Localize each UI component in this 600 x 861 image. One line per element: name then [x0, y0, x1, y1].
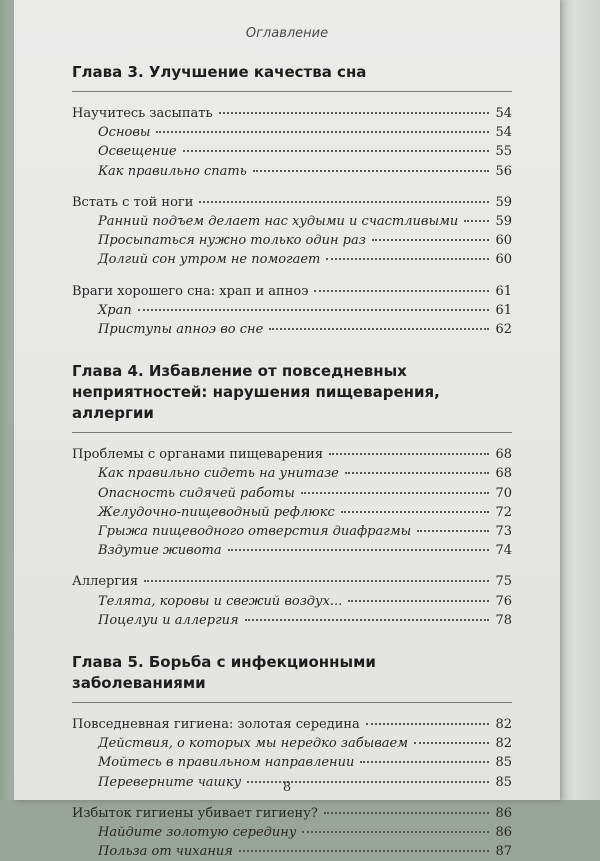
dot-leader	[372, 239, 490, 241]
chapter-heading: Глава 3. Улучшение качества сна	[72, 62, 512, 92]
dot-leader	[302, 831, 489, 833]
adjacent-page-edge	[0, 0, 14, 800]
dot-leader	[366, 723, 490, 725]
page-number: 8	[282, 780, 292, 795]
toc-entry-title: Основы	[98, 125, 151, 141]
toc-entry-page: 75	[495, 574, 512, 590]
dot-leader	[245, 619, 490, 621]
toc-subsection[interactable]	[72, 484, 512, 503]
toc-subsection[interactable]	[72, 611, 512, 630]
toc-entry-page: 85	[495, 774, 512, 790]
toc-entry-title: Переверните чашку	[98, 774, 242, 790]
toc-entry-page: 72	[495, 504, 512, 520]
toc-entry-title: Опасность сидячей работы	[98, 485, 295, 501]
toc-entry-page: 54	[495, 106, 512, 121]
toc-entry-title: Освещение	[98, 144, 177, 160]
toc-entry-page: 76	[495, 593, 512, 609]
toc-subsection[interactable]	[72, 142, 512, 161]
dot-leader	[239, 850, 490, 852]
dot-leader	[301, 492, 490, 494]
toc-entry-title: Как правильно сидеть на унитазе	[98, 466, 339, 482]
dot-leader	[341, 511, 490, 513]
toc-entry-page: 85	[495, 755, 512, 771]
toc-entry-page: 68	[495, 447, 512, 463]
toc-entry-page: 61	[495, 302, 512, 318]
toc-subsection[interactable]	[72, 162, 512, 181]
toc-entry-page: 82	[495, 736, 512, 752]
dot-leader	[348, 600, 489, 602]
toc-entry-title: Аллергия	[72, 574, 139, 590]
toc-entry-title: Желудочно-пищеводный рефлюкс	[98, 504, 335, 520]
dot-leader	[183, 150, 490, 152]
toc-entry-title: Храп	[98, 302, 132, 318]
dot-leader	[417, 530, 489, 532]
toc-entry-title: Приступы апноэ во сне	[98, 322, 264, 338]
toc-subsection[interactable]	[72, 592, 512, 611]
toc-section[interactable]	[72, 572, 512, 591]
dot-leader	[138, 309, 490, 311]
toc-subsection[interactable]	[72, 212, 512, 231]
toc-subsection[interactable]	[72, 541, 512, 560]
toc-entry-title: Ранний подъем делает нас худыми и счастливыми	[98, 214, 459, 230]
toc-entry-title: Грыжа пищеводного отверстия диафрагмы	[98, 524, 412, 540]
toc-entry-page: 60	[495, 252, 512, 268]
toc-subsection[interactable]	[72, 753, 512, 772]
toc-subsection[interactable]	[72, 231, 512, 250]
running-header: Оглавление	[245, 26, 329, 41]
toc-entry-page: 78	[495, 612, 512, 628]
toc-entry-page: 59	[495, 214, 512, 230]
dot-leader	[314, 290, 489, 292]
toc-subsection[interactable]	[72, 823, 512, 842]
toc-entry-title: Поцелуи и аллергия	[98, 612, 239, 628]
dot-leader	[345, 472, 490, 474]
dot-leader	[326, 258, 489, 260]
table-of-contents	[72, 52, 512, 861]
chapter-heading: Глава 5. Борьба с инфекционными заболеваниями	[72, 652, 512, 703]
dot-leader	[360, 761, 489, 763]
toc-entry-title: Телята, коровы и свежий воздух...	[98, 593, 343, 609]
toc-entry-title: Мойтесь в правильном направлении	[98, 755, 355, 771]
toc-entry-title: Долгий сон утром не помогает	[98, 252, 321, 268]
toc-entry-page: 59	[495, 194, 512, 210]
page-gutter-shadow	[558, 0, 600, 800]
dot-leader	[199, 201, 489, 203]
toc-entry-page: 87	[495, 844, 512, 860]
toc-subsection[interactable]	[72, 123, 512, 142]
toc-entry-page: 82	[495, 717, 512, 733]
dot-leader	[144, 580, 489, 582]
toc-entry-title: Враги хорошего сна: храп и апноэ	[72, 283, 309, 299]
toc-section[interactable]	[72, 445, 512, 464]
dot-leader	[324, 812, 490, 814]
toc-entry-title: Избыток гигиены убивает гигиену?	[72, 805, 318, 821]
toc-entry-page: 61	[495, 283, 512, 299]
toc-entry-title: Научитесь засыпать	[72, 106, 213, 121]
toc-subsection[interactable]	[72, 320, 512, 339]
toc-entry-page: 56	[495, 163, 512, 179]
toc-entry-page: 68	[495, 466, 512, 482]
toc-section[interactable]	[72, 804, 512, 823]
toc-entry-page: 54	[495, 125, 512, 141]
toc-entry-page: 86	[495, 825, 512, 841]
chapter-heading: Глава 4. Избавление от повседневных неприятностей: нарушения пищеварения, аллергии	[72, 361, 512, 433]
toc-entry-title: Как правильно спать	[98, 163, 247, 179]
toc-entry-page: 55	[495, 144, 512, 160]
toc-entry-title: Просыпаться нужно только один раз	[98, 233, 366, 249]
toc-entry-page: 73	[495, 524, 512, 540]
toc-entry-page: 86	[495, 805, 512, 821]
toc-section[interactable]	[72, 282, 512, 301]
toc-entry-page: 62	[495, 322, 512, 338]
toc-section[interactable]	[72, 193, 512, 212]
toc-subsection[interactable]	[72, 250, 512, 269]
dot-leader	[414, 742, 489, 744]
toc-entry-page: 60	[495, 233, 512, 249]
dot-leader	[219, 112, 490, 114]
dot-leader	[228, 549, 490, 551]
toc-subsection[interactable]	[72, 842, 512, 861]
toc-entry-page: 70	[495, 485, 512, 501]
dot-leader	[253, 170, 490, 172]
toc-section[interactable]	[72, 715, 512, 734]
toc-subsection[interactable]	[72, 503, 512, 522]
toc-subsection[interactable]	[72, 464, 512, 483]
toc-entry-title: Найдите золотую середину	[98, 825, 297, 841]
toc-entry-title: Польза от чихания	[98, 844, 233, 860]
toc-entry-title: Вздутие живота	[98, 543, 222, 559]
toc-section[interactable]	[72, 104, 512, 123]
toc-entry-title: Повседневная гигиена: золотая середина	[72, 717, 360, 733]
dot-leader	[269, 328, 489, 330]
toc-entry-title: Действия, о которых мы нередко забываем	[98, 736, 409, 752]
dot-leader	[464, 220, 489, 222]
toc-entry-title: Проблемы с органами пищеварения	[72, 447, 324, 463]
book-page	[14, 0, 560, 860]
dot-leader	[156, 131, 489, 133]
toc-subsection[interactable]	[72, 734, 512, 753]
toc-entry-page: 74	[495, 543, 512, 559]
toc-entry-title: Встать с той ноги	[72, 194, 194, 210]
toc-subsection[interactable]	[72, 522, 512, 541]
toc-subsection[interactable]	[72, 301, 512, 320]
dot-leader	[329, 453, 489, 455]
